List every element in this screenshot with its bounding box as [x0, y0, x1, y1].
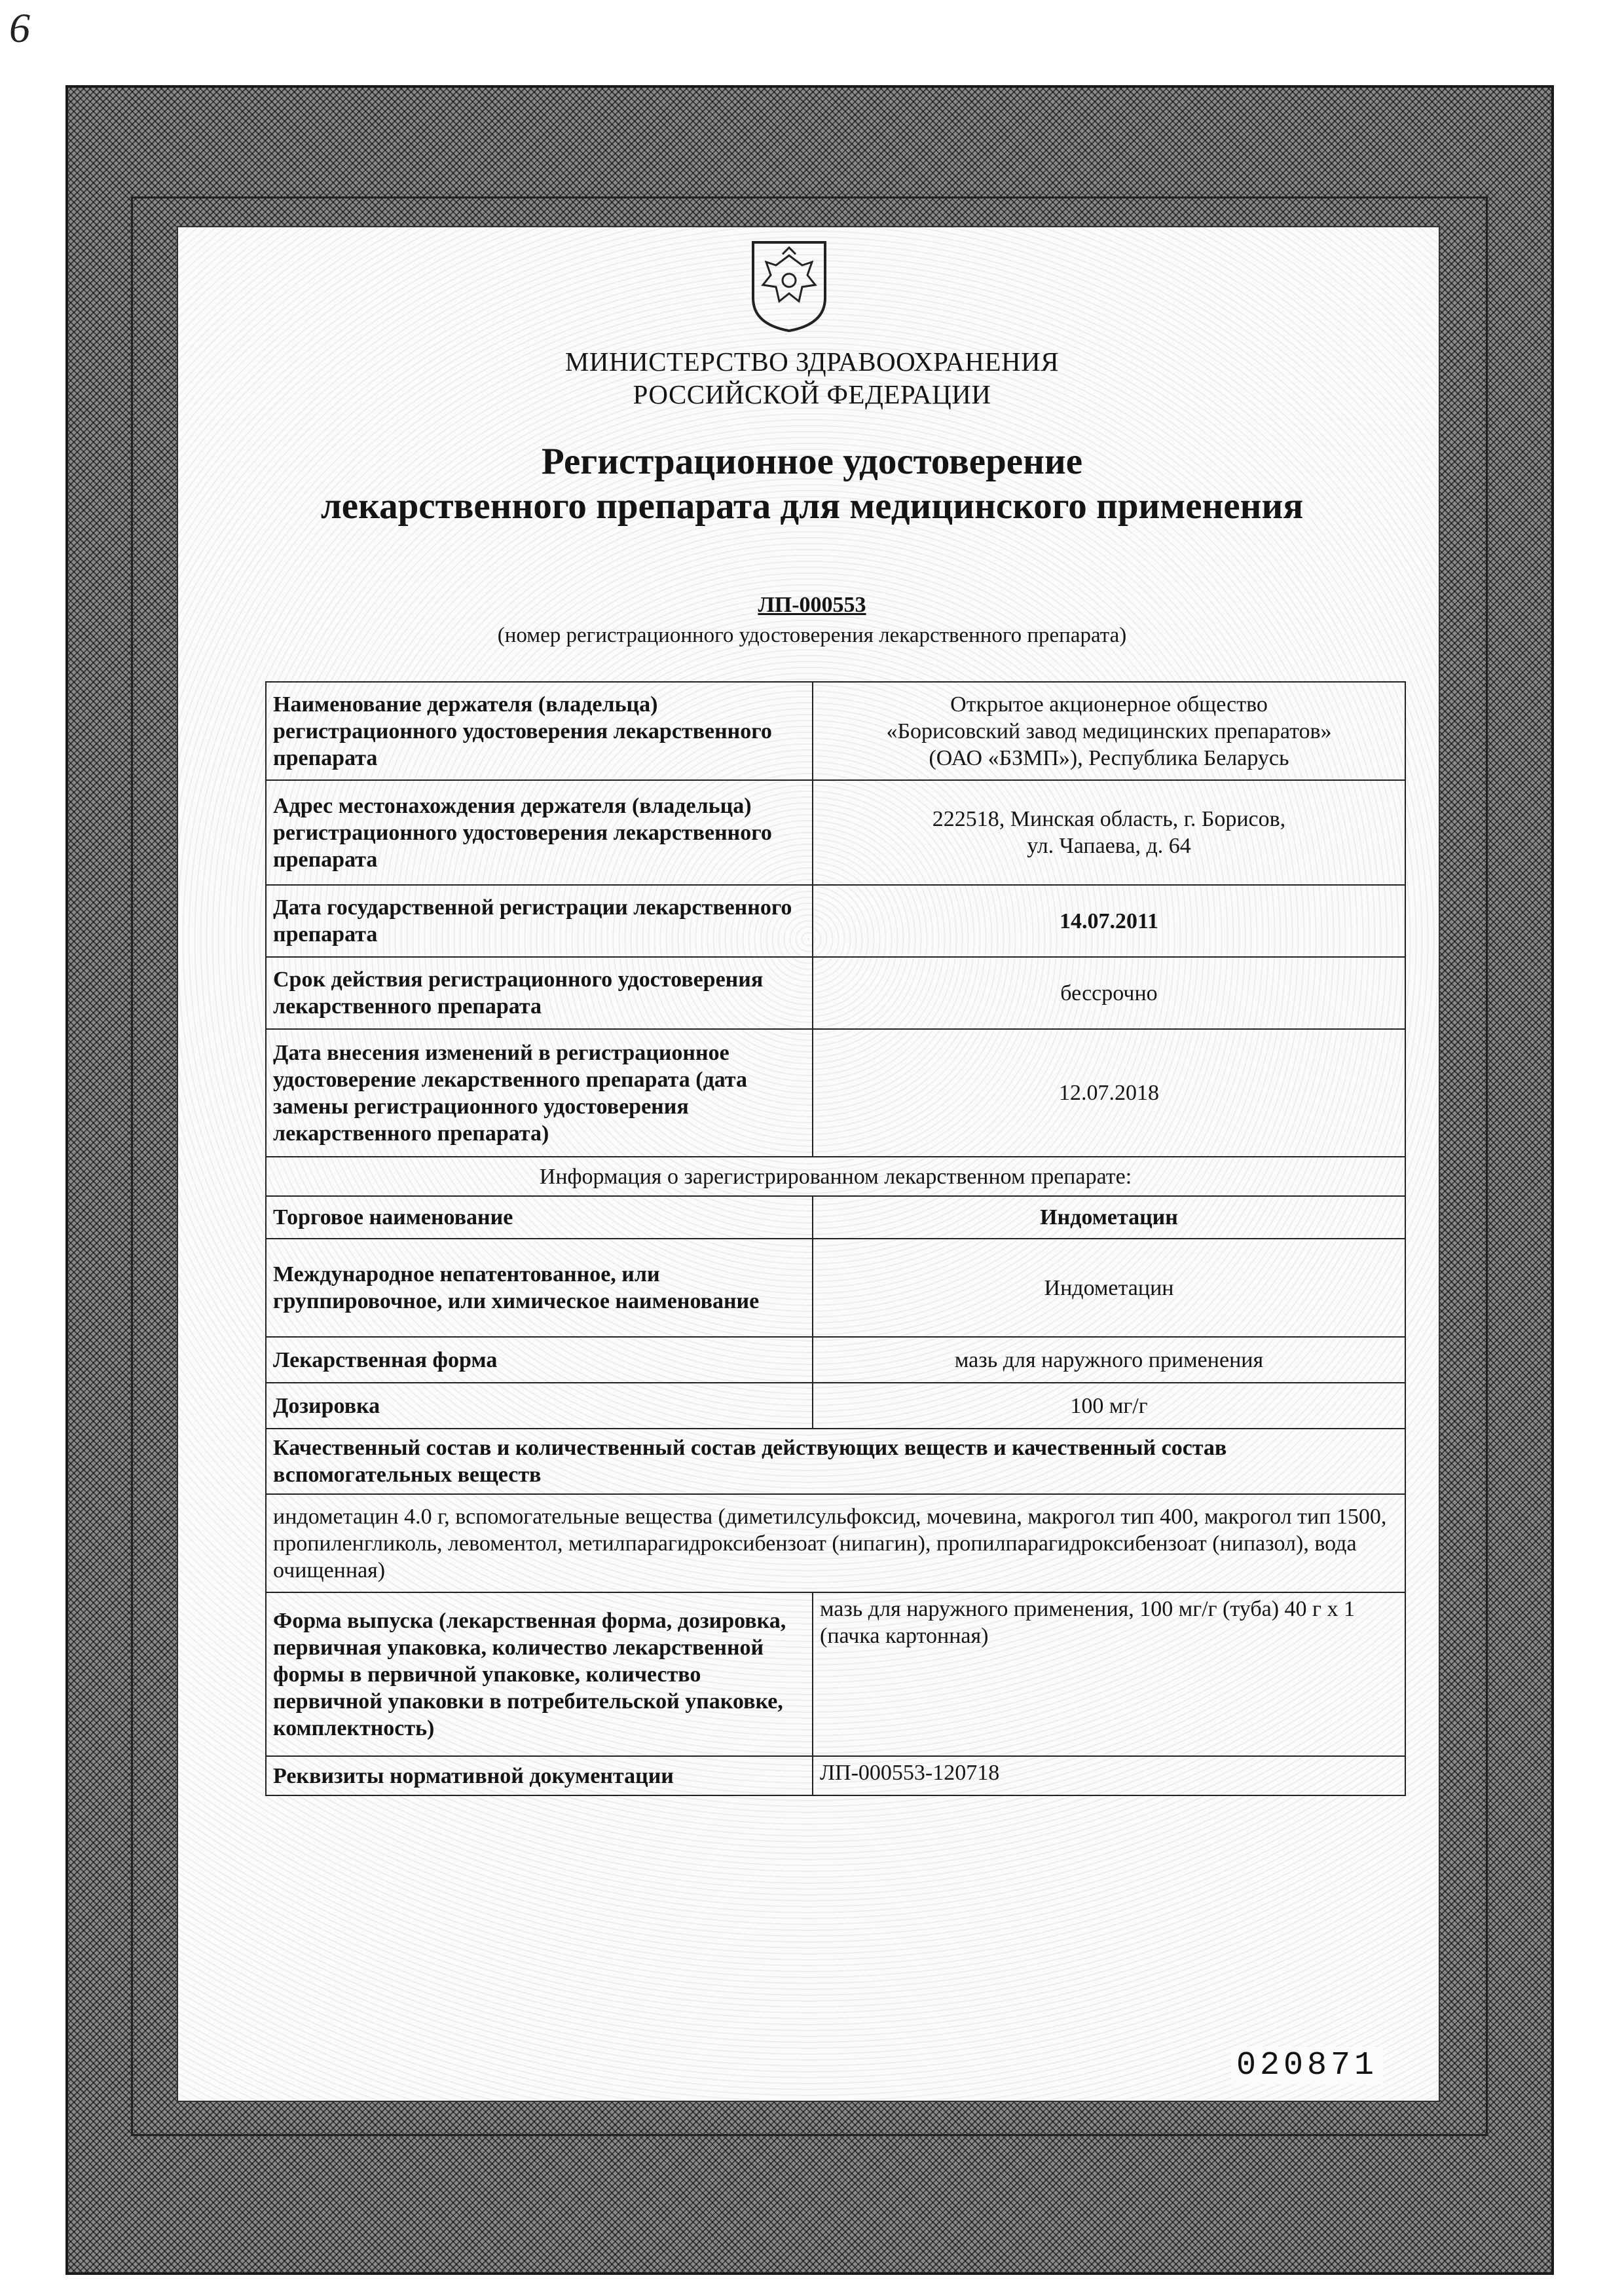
- holder-label: Наименование держателя (владельца) регистрационного удостоверения лекарственного препарата: [266, 682, 813, 780]
- table-row: [266, 957, 1405, 1029]
- reg-date-value: 14.07.2011: [813, 885, 1405, 957]
- address-value-line-2: ул. Чапаева, д. 64: [1027, 834, 1191, 858]
- info-header: Информация о зарегистрированном лекарственном препарате:: [266, 1157, 1405, 1196]
- address-value-line-1: 222518, Минская область, г. Борисов,: [932, 807, 1286, 831]
- table-row: [266, 780, 1405, 885]
- table-row: [266, 885, 1405, 957]
- change-date-value: 12.07.2018: [813, 1029, 1405, 1157]
- normative-value: ЛП-000553-120718: [813, 1756, 1405, 1795]
- release-form-label: Форма выпуска (лекарственная форма, дозировка, первичная упаковка, количество лекарственной формы в первичной упаковке, количество первичной упаковки в потребительской упаковке, комплектность): [266, 1592, 813, 1756]
- holder-value-line-2: «Борисовский завод медицинских препаратов»: [886, 719, 1332, 743]
- handwritten-page-mark: 6: [9, 5, 30, 51]
- ministry-line-1: МИНИСТЕРСТВО ЗДРАВООХРАНЕНИЯ: [564, 347, 1060, 377]
- ministry-line-2: РОССИЙСКОЙ ФЕДЕРАЦИИ: [633, 379, 991, 409]
- holder-value-line-3: (ОАО «БЗМП»), Республика Беларусь: [929, 745, 1289, 770]
- release-form-value: мазь для наружного применения, 100 мг/г (туба) 40 г x 1 (пачка картонная): [813, 1592, 1405, 1756]
- registration-number: ЛП-000553: [758, 593, 866, 617]
- table-row: [266, 1157, 1405, 1196]
- reg-date-label: Дата государственной регистрации лекарственного препарата: [266, 885, 813, 957]
- trade-name-value: Индометацин: [813, 1196, 1405, 1239]
- change-date-label: Дата внесения изменений в регистрационное удостоверение лекарственного препарата (дата замены регистрационного удостоверения лекарственного препарата): [266, 1029, 813, 1157]
- table-row: [266, 1337, 1405, 1383]
- holder-value-line-1: Открытое акционерное общество: [950, 692, 1268, 717]
- certificate-title-line-2: лекарственного препарата для медицинского применения: [320, 485, 1304, 527]
- validity-value: бессрочно: [813, 957, 1405, 1029]
- table-row: [266, 1592, 1405, 1756]
- coat-of-arms-icon: [743, 236, 835, 334]
- table-row: [266, 1239, 1405, 1337]
- table-row: [266, 1196, 1405, 1239]
- composition-header: Качественный состав и количественный состав действующих веществ и качественный состав вспомогательных веществ: [266, 1429, 1405, 1494]
- table-row: [266, 1429, 1405, 1494]
- address-label: Адрес местонахождения держателя (владельца) регистрационного удостоверения лекарственного препарата: [266, 780, 813, 885]
- inn-value: Индометацин: [813, 1239, 1405, 1337]
- holder-value: [813, 682, 1405, 780]
- registration-number-caption: (номер регистрационного удостоверения лекарственного препарата): [497, 624, 1127, 647]
- form-serial-number: 020871: [1231, 2047, 1383, 2084]
- table-row: [266, 1383, 1405, 1429]
- table-row: [266, 1494, 1405, 1592]
- certificate-table: [265, 681, 1406, 1796]
- table-row: [266, 1756, 1405, 1795]
- validity-label: Срок действия регистрационного удостоверения лекарственного препарата: [266, 957, 813, 1029]
- dosage-label: Дозировка: [266, 1383, 813, 1429]
- certificate-title-line-1: Регистрационное удостоверение: [541, 441, 1083, 482]
- address-value: [813, 780, 1405, 885]
- inn-label: Международное непатентованное, или группировочное, или химическое наименование: [266, 1239, 813, 1337]
- normative-label: Реквизиты нормативной документации: [266, 1756, 813, 1795]
- dosage-value: 100 мг/г: [813, 1383, 1405, 1429]
- table-row: [266, 1029, 1405, 1157]
- trade-name-label: Торговое наименование: [266, 1196, 813, 1239]
- form-value: мазь для наружного применения: [813, 1337, 1405, 1383]
- form-label: Лекарственная форма: [266, 1337, 813, 1383]
- table-row: [266, 682, 1405, 780]
- composition-value: индометацин 4.0 г, вспомогательные вещества (диметилсульфоксид, мочевина, макрогол тип 400, макрогол тип 1500, пропиленгликоль, левоментол, метилпарагидроксибензоат (нипагин), пропилпарагидроксибензоат (нипазол), вода очищенная): [266, 1494, 1405, 1592]
